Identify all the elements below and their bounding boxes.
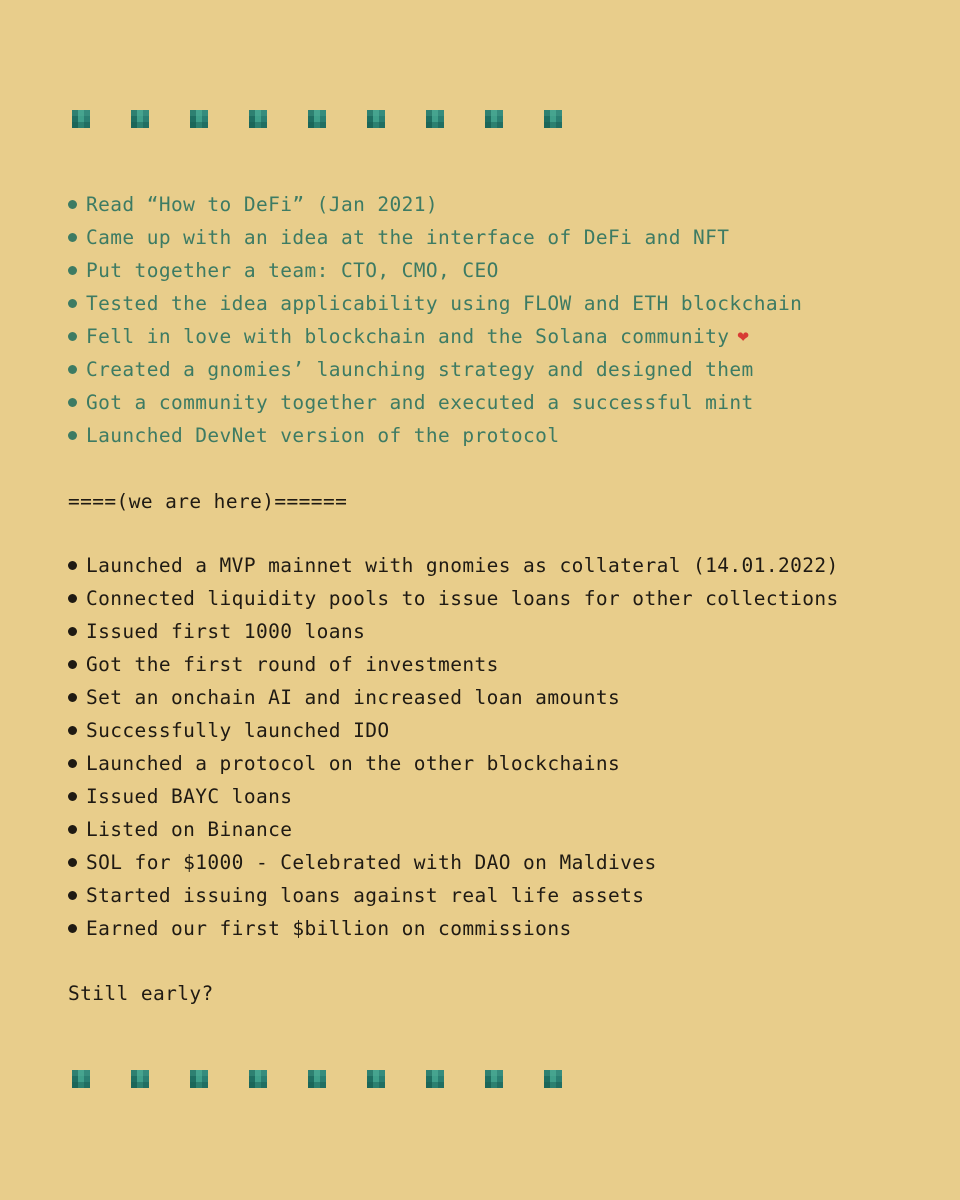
list-item-text: Successfully launched IDO xyxy=(86,719,390,742)
bullet-dot-icon xyxy=(68,594,77,603)
pixel-square-icon xyxy=(367,110,385,128)
list-item-text: Started issuing loans against real life assets xyxy=(86,884,645,907)
we-are-here-separator: ====(we are here)====== xyxy=(68,490,348,513)
bullet-dot-icon xyxy=(68,858,77,867)
bullet-dot-icon xyxy=(68,924,77,933)
bullet-dot-icon xyxy=(68,693,77,702)
list-item xyxy=(68,386,802,419)
bullet-dot-icon xyxy=(68,398,77,407)
still-early-text: Still early? xyxy=(68,982,214,1005)
list-item-text: Set an onchain AI and increased loan amounts xyxy=(86,686,621,709)
list-item xyxy=(68,582,839,615)
list-item-text: Got a community together and executed a successful mint xyxy=(86,391,754,414)
list-item xyxy=(68,287,802,320)
pixel-square-icon xyxy=(426,110,444,128)
bullet-dot-icon xyxy=(68,266,77,275)
list-item xyxy=(68,681,839,714)
list-item xyxy=(68,846,839,879)
bullet-dot-icon xyxy=(68,891,77,900)
list-item-text: Tested the idea applicability using FLOW and ETH blockchain xyxy=(86,292,803,315)
pixel-square-icon xyxy=(426,1070,444,1088)
achievements-list xyxy=(68,188,802,452)
bullet-dot-icon xyxy=(68,365,77,374)
pixel-square-icon xyxy=(485,110,503,128)
list-item xyxy=(68,221,802,254)
bullet-dot-icon xyxy=(68,825,77,834)
pixel-square-icon xyxy=(72,1070,90,1088)
list-item-text: Got the first round of investments xyxy=(86,653,499,676)
list-item xyxy=(68,320,802,353)
bullet-dot-icon xyxy=(68,792,77,801)
bullet-dot-icon xyxy=(68,200,77,209)
list-item xyxy=(68,813,839,846)
list-item xyxy=(68,879,839,912)
list-item-text: Came up with an idea at the interface of DeFi and NFT xyxy=(86,226,730,249)
list-item-text: Created a gnomies’ launching strategy and designed them xyxy=(86,358,754,381)
list-item xyxy=(68,353,802,386)
list-item xyxy=(68,780,839,813)
list-item-text: Put together a team: CTO, CMO, CEO xyxy=(86,259,499,282)
list-item xyxy=(68,188,802,221)
list-item-text: Launched DevNet version of the protocol xyxy=(86,424,560,447)
list-item-text: Issued first 1000 loans xyxy=(86,620,366,643)
list-item-text: Issued BAYC loans xyxy=(86,785,293,808)
list-item xyxy=(68,747,839,780)
pixel-square-icon xyxy=(72,110,90,128)
list-item-text: Launched a protocol on the other blockchains xyxy=(86,752,621,775)
bullet-dot-icon xyxy=(68,660,77,669)
list-item-text: Connected liquidity pools to issue loans for other collections xyxy=(86,587,839,610)
list-item xyxy=(68,714,839,747)
bottom-pixel-squares xyxy=(72,1070,572,1088)
bullet-dot-icon xyxy=(68,431,77,440)
pixel-square-icon xyxy=(190,110,208,128)
bullet-dot-icon xyxy=(68,759,77,768)
list-item xyxy=(68,615,839,648)
pixel-square-icon xyxy=(249,1070,267,1088)
list-item xyxy=(68,912,839,945)
pixel-square-icon xyxy=(190,1070,208,1088)
top-pixel-squares xyxy=(72,110,572,128)
heart-icon: ❤ xyxy=(737,325,750,347)
list-item-text: Launched a MVP mainnet with gnomies as collateral (14.01.2022) xyxy=(86,554,839,577)
pixel-square-icon xyxy=(544,110,562,128)
pixel-square-icon xyxy=(131,110,149,128)
bullet-dot-icon xyxy=(68,332,77,341)
pixel-square-icon xyxy=(308,110,326,128)
list-item-text: Read “How to DeFi” (Jan 2021) xyxy=(86,193,439,216)
bullet-dot-icon xyxy=(68,561,77,570)
pixel-square-icon xyxy=(308,1070,326,1088)
pixel-square-icon xyxy=(485,1070,503,1088)
roadmap-list xyxy=(68,549,839,945)
list-item xyxy=(68,419,802,452)
list-item xyxy=(68,254,802,287)
bullet-dot-icon xyxy=(68,726,77,735)
bullet-dot-icon xyxy=(68,627,77,636)
pixel-square-icon xyxy=(131,1070,149,1088)
list-item xyxy=(68,549,839,582)
list-item-text: SOL for $1000 - Celebrated with DAO on Maldives xyxy=(86,851,657,874)
list-item-text: Fell in love with blockchain and the Solana community xyxy=(86,325,730,348)
bullet-dot-icon xyxy=(68,299,77,308)
pixel-square-icon xyxy=(249,110,267,128)
pixel-square-icon xyxy=(544,1070,562,1088)
bullet-dot-icon xyxy=(68,233,77,242)
list-item-text: Listed on Binance xyxy=(86,818,293,841)
pixel-square-icon xyxy=(367,1070,385,1088)
list-item-text: Earned our first $billion on commissions xyxy=(86,917,572,940)
list-item xyxy=(68,648,839,681)
